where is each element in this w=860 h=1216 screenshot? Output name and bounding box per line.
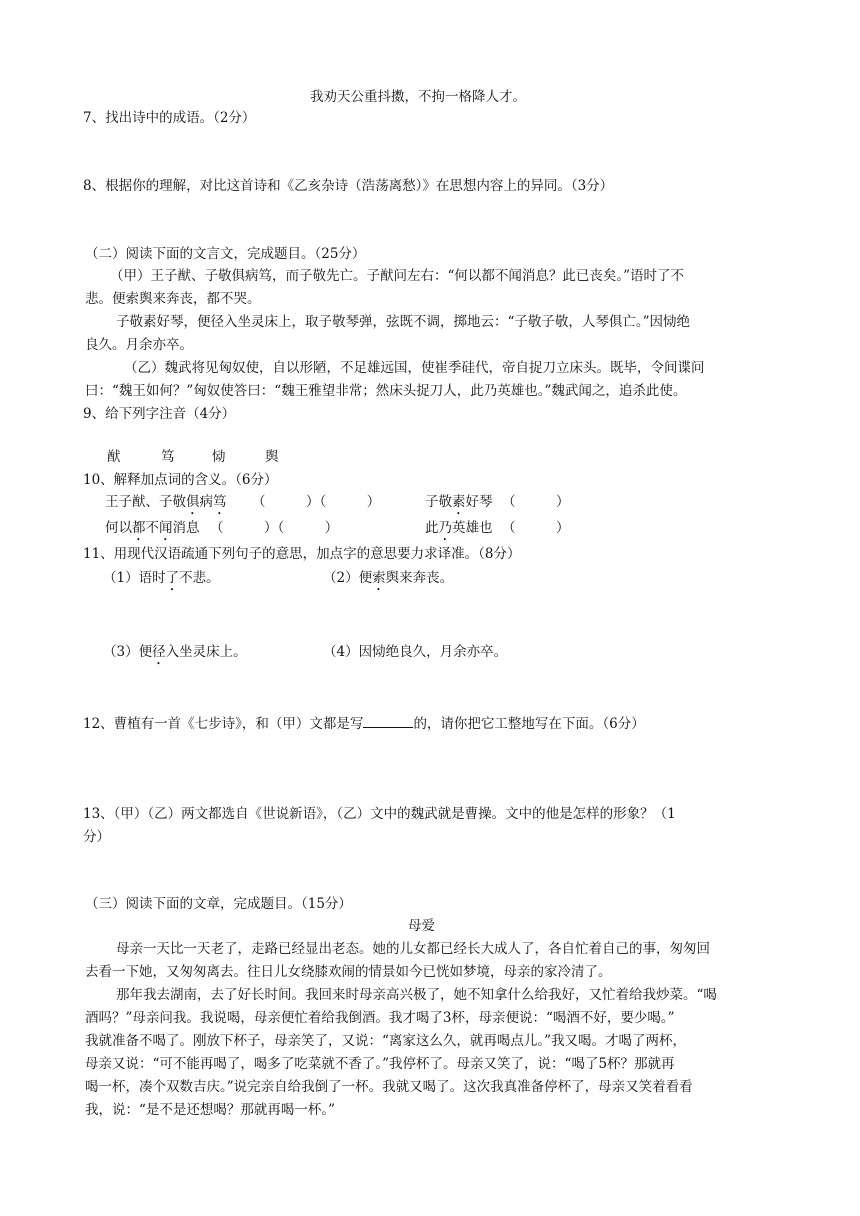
q10-blanks-1: （ ）（ ） [252, 494, 381, 510]
question-8: 8、根据你的理解，对比这首诗和《乙亥杂诗（浩荡离愁）》在思想内容上的异同。（3分） [83, 178, 614, 194]
q12-answer-blank [363, 713, 413, 728]
passage-yi-line-2: 曰：“魏王如何？”匈奴使答曰：“魏王雅望非常；然床头捉刀人，此乃英雄也。”魏武闻之，追杀此使。 [85, 383, 687, 399]
article-p2-line-5: 喝一杯，凑个双数吉庆。”说完亲自给我倒了一杯。我就又喝了。这次我真准备停杯了，母亲又笑着看看 [85, 1079, 693, 1095]
article-p2-line-3: 我就准备不喝了。刚放下杯子，母亲笑了，又说：“离家这么久，就再喝点儿。”我又喝。才喝了两杯， [85, 1033, 687, 1049]
q10-blank-4: （ ） [502, 520, 570, 536]
article-p2-line-6: 我，说：“是不是还想喝？那就再喝一杯。” [85, 1102, 336, 1118]
passage-jia-line-4: 良久。月余亦卒。 [85, 337, 193, 353]
q11-sentence-2: （2）便索舆来奔丧。 [323, 570, 454, 586]
article-p2-line-2: 酒吗？”母亲问我。我说喝，母亲便忙着给我倒酒。我才喝了3杯，母亲便说：“喝酒不好，要少喝。” [85, 1010, 675, 1026]
article-p1-line-1: 母亲一天比一天老了，走路已经显出老态。她的儿女都已经长大成人了，各自忙着自己的事，匆匆回 [116, 941, 710, 957]
article-title: 母爱 [408, 918, 435, 934]
article-p2-line-4: 母亲又说：“可不能再喝了，喝多了吃菜就不香了。”我停杯了。母亲又笑了，说：“喝了5杯？那就再 [85, 1056, 675, 1072]
q11-sentence-1: （1）语时了不悲。 [103, 570, 220, 586]
q10-phrase-3: 何以都不闻消息 [105, 520, 200, 536]
q9-char-2: 笃 [161, 449, 175, 465]
passage-jia-line-2: 悲。便索舆来奔丧，都不哭。 [85, 291, 261, 307]
passage-yi-line-1: （乙）魏武将见匈奴使，自以形陋，不足雄远国，使崔季硅代，帝自捉刀立床头。既毕，令间谍问 [124, 360, 705, 376]
q10-blanks-3: （ ）（ ） [210, 520, 339, 536]
question-13-line-1: 13、（甲）（乙）两文都选自《世说新语》，（乙）文中的魏武就是曹操。文中的他是怎样的形象？（1 [83, 806, 676, 822]
q10-phrase-1: 王子猷、子敬俱病笃 [105, 494, 227, 510]
q9-char-4: 舆 [265, 449, 279, 465]
passage-jia-line-3: 子敬素好琴，便径入坐灵床上，取子敬琴弹，弦既不调，掷地云：“子敬子敬，人琴俱亡。”因恸绝 [116, 314, 691, 330]
q11-sentence-4: （4）因恸绝良久，月余亦卒。 [323, 644, 508, 660]
section-2-heading: （二）阅读下面的文言文，完成题目。（25分） [85, 246, 366, 262]
q9-char-1: 猷 [107, 449, 121, 465]
article-p1-line-2: 去看一下她，又匆匆离去。往日儿女绕膝欢闹的情景如今已恍如梦境，母亲的家冷清了。 [85, 964, 612, 980]
article-p2-line-1: 那年我去湖南，去了好长时间。我回来时母亲高兴极了，她不知拿什么给我好，又忙着给我炒菜。“喝 [116, 987, 717, 1003]
q12-text-after: 的，请你把它工整地写在下面。（6分） [413, 716, 645, 732]
question-10: 10、解释加点词的含义。（6分） [83, 472, 278, 488]
question-7: 7、找出诗中的成语。（2分） [83, 110, 256, 126]
q10-phrase-4: 此乃英雄也 [425, 520, 493, 536]
question-11: 11、用现代汉语疏通下列句子的意思，加点字的意思要力求译准。（8分） [83, 546, 521, 562]
question-12 [83, 713, 645, 734]
poem-last-line: 我劝天公重抖擞，不拘一格降人才。 [310, 89, 526, 105]
question-13-line-2: 分） [83, 829, 110, 845]
passage-jia-line-1: （甲）王子猷、子敬俱病笃，而子敬先亡。子猷问左右：“何以都不闻消息？此已丧矣。”语时了不 [110, 268, 685, 284]
q9-char-3: 恸 [212, 449, 226, 465]
question-9: 9、给下列字注音（4分） [83, 406, 236, 422]
q10-phrase-2: 子敬素好琴 [425, 494, 493, 510]
q11-sentence-3: （3）便径入坐灵床上。 [103, 644, 247, 660]
q10-blank-2: （ ） [502, 494, 570, 510]
section-3-heading: （三）阅读下面的文章，完成题目。（15分） [85, 896, 352, 912]
q12-text-before: 12、曹植有一首《七步诗》，和（甲）文都是写 [83, 716, 364, 732]
